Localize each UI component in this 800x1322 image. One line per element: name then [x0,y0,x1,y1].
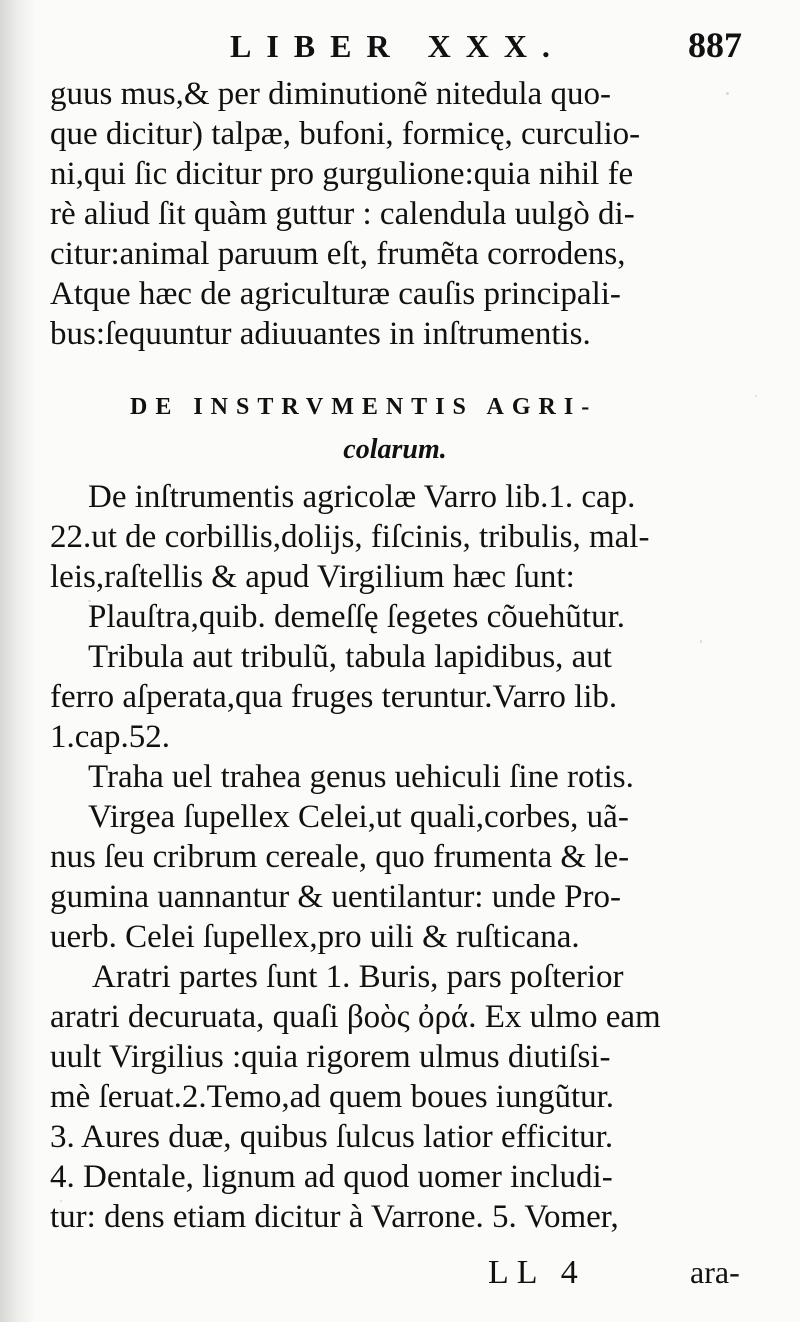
text-line: De inſtrumentis agricolæ Varro lib.1. cap. [88,479,636,515]
text-line: rè aliud ſit quàm guttur : calendula uulgò di- [50,196,635,232]
text-line: leis,raſtellis & apud Virgilium hæc ſunt: [50,559,575,595]
text-line: ni,qui ſic dicitur pro gurgulione:quia nihil fe [50,156,634,192]
section-heading [130,390,690,470]
heading-line: colarum. [343,434,447,465]
text-line: guus mus,& per diminutionẽ nitedula quo- [50,76,611,112]
page-number: 887 [688,25,742,65]
text-line: 22.ut de corbillis,dolijs, fiſcinis, tribulis, mal- [50,519,650,555]
item-line: tur: dens etiam dicitur à Varrone. 5. Vomer, [50,1199,619,1235]
paragraph-continued [50,74,762,354]
running-head: LIBER XXX. [230,28,565,64]
item-line: Virgea ſupellex Celei,ut quali,corbes, uã- [88,799,629,835]
item-line: uerb. Celei ſupellex,pro uili & ruſticana. [50,919,580,955]
item-line: Tribula aut tribulũ, tabula lapidibus, aut [88,639,612,675]
item-line: Plauſtra,quib. demeſſę ſegetes cõuehũtur. [88,599,626,635]
item-line: aratri decuruata, quaſi βοὸς ὀρά. Ex ulmo eam [50,999,661,1035]
paper-speck [755,395,757,397]
section-body [50,477,762,1237]
item-line: uult Virgilius :quia rigorem ulmus diutiſsi- [50,1039,611,1075]
item-line: Aratri partes ſunt 1. Buris, pars poſterior [92,959,624,995]
item-line: nus ſeu cribrum cereale, quo frumenta & le- [50,839,630,875]
text-line: bus:ſequuntur adiuuantes in inſtrumentis. [50,316,591,352]
text-line: Atque hæc de agriculturæ cauſis principali- [50,276,621,312]
item-line: ferro aſperata,qua fruges teruntur.Varro lib. [50,679,618,715]
item-line: Traha uel trahea genus uehiculi ſine rotis. [88,759,634,795]
item-line: gumina uannantur & uentilantur: unde Pro- [50,879,621,915]
item-line: 1.cap.52. [50,719,171,755]
signature-mark: LL 4 [488,1254,586,1291]
item-line: 3. Aures duæ, quibus ſulcus latior efficitur. [50,1119,614,1155]
gutter-shadow [0,0,36,1322]
heading-line: DE INSTRVMENTIS AGRI- [130,394,598,420]
item-line: 4. Dentale, lignum ad quod uomer includi- [50,1159,613,1195]
text-line: citur:animal paruum eſt, frumẽta corrodens, [50,236,626,272]
catchword: ara- [690,1254,740,1290]
item-line: mè ſeruat.2.Temo,ad quem boues iungũtur. [50,1079,615,1115]
text-line: que dicitur) talpæ, bufoni, formicę, curculio- [50,116,641,152]
